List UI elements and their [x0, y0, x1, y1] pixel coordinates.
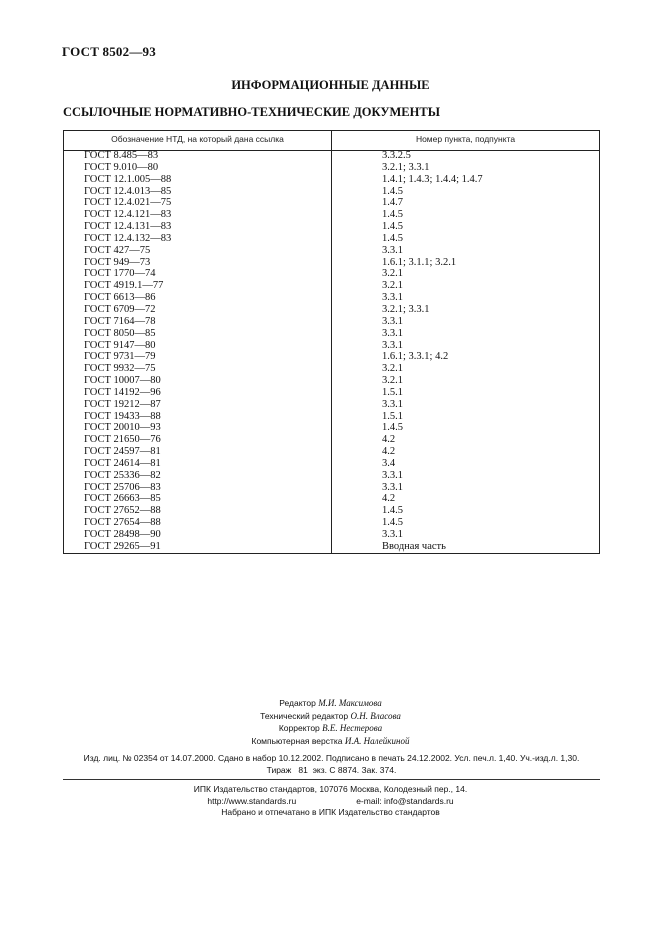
table-row	[64, 233, 599, 245]
ntd-designation-cell: ГОСТ 9932—75	[84, 363, 156, 375]
table-row	[64, 245, 599, 257]
clause-number-cell: 3.3.1	[382, 292, 403, 304]
ntd-designation-cell: ГОСТ 9147—80	[84, 339, 156, 351]
ntd-designation-cell: ГОСТ 949—73	[84, 256, 151, 268]
publication-info	[63, 752, 600, 776]
ntd-designation-cell: ГОСТ 6709—72	[84, 303, 156, 315]
table-row	[64, 505, 599, 517]
table-row	[64, 209, 599, 221]
clause-number-cell: 3.2.1; 3.3.1	[382, 303, 430, 315]
ntd-designation-cell: ГОСТ 29265—91	[84, 540, 161, 552]
ntd-designation-cell: ГОСТ 27652—88	[84, 505, 161, 517]
clause-number-cell: 4.2	[382, 493, 396, 505]
clause-number-cell: 3.3.1	[382, 327, 403, 339]
clause-number-cell: 3.3.1	[382, 529, 403, 540]
table-row	[64, 186, 599, 198]
ntd-designation-cell: ГОСТ 8.485—83	[84, 150, 159, 161]
credits-block	[0, 697, 661, 747]
ntd-designation-cell: ГОСТ 25706—83	[84, 481, 161, 493]
clause-number-cell: 1.6.1; 3.1.1; 3.2.1	[382, 256, 457, 268]
clause-number-cell: 1.4.5	[382, 209, 403, 221]
table-row	[64, 434, 599, 446]
header-ntd-designation: Обозначение НТД, на который дана ссылка	[111, 134, 284, 144]
table-body	[64, 150, 599, 553]
reference-table	[63, 130, 600, 554]
ntd-designation-cell: ГОСТ 12.4.121—83	[84, 209, 172, 221]
table-row	[64, 529, 599, 541]
table-row	[64, 221, 599, 233]
footer-divider	[63, 779, 600, 780]
table-row	[64, 493, 599, 505]
clause-number-cell: 3.2.1	[382, 363, 403, 375]
table-row	[64, 411, 599, 423]
ntd-designation-cell: ГОСТ 4919.1—77	[84, 280, 164, 292]
clause-number-cell: 1.4.5	[382, 517, 403, 529]
ntd-designation-cell: ГОСТ 10007—80	[84, 375, 161, 387]
ntd-designation-cell: ГОСТ 28498—90	[84, 529, 161, 540]
ntd-designation-cell: ГОСТ 9.010—80	[84, 161, 159, 173]
document-code: ГОСТ 8502—93	[62, 44, 156, 59]
ntd-designation-cell: ГОСТ 1770—74	[84, 268, 156, 280]
publisher-website[interactable]: http://www.standards.ru	[207, 795, 297, 806]
clause-number-cell: 1.5.1	[382, 410, 403, 422]
table-row	[64, 458, 599, 470]
credit-corrector: Корректор В.Е. Нестерова	[278, 723, 383, 733]
clause-number-cell: 4.2	[382, 446, 396, 458]
publisher-contacts	[0, 796, 661, 808]
table-row	[64, 328, 599, 340]
table-row	[64, 517, 599, 529]
clause-number-cell: 3.3.1	[382, 469, 403, 481]
publisher-email[interactable]: e-mail: info@standards.ru	[356, 795, 454, 806]
table-row	[64, 541, 599, 553]
clause-number-cell: 1.4.5	[382, 505, 403, 517]
ntd-designation-cell: ГОСТ 25336—82	[84, 469, 161, 481]
ntd-designation-cell: ГОСТ 427—75	[84, 244, 151, 256]
table-row	[64, 257, 599, 269]
ntd-designation-cell: ГОСТ 21650—76	[84, 434, 161, 446]
table-row	[64, 292, 599, 304]
ntd-designation-cell: ГОСТ 19433—88	[84, 410, 161, 422]
clause-number-cell: 3.3.1	[382, 339, 403, 351]
clause-number-cell: 1.4.5	[382, 185, 403, 197]
credit-layout: Компьютерная верстка И.А. Налейкиной	[251, 735, 410, 746]
header-clause-number: Номер пункта, подпункта	[415, 134, 516, 144]
table-row	[64, 197, 599, 209]
publication-line-1: Изд. лиц. № 02354 от 14.07.2000. Сдано в набор 10.12.2002. Подписано в печать 24.12.2002. Усл. печ.л. 1,40. Уч.-изд.л. 1,30.	[83, 753, 580, 763]
clause-number-cell: 3.3.1	[382, 398, 403, 410]
clause-number-cell: 1.4.5	[382, 422, 403, 434]
table-row	[64, 268, 599, 280]
table-row	[64, 150, 599, 162]
publisher-printing-note: Набрано и отпечатано в ИПК Издательство стандартов	[221, 807, 440, 817]
table-row	[64, 470, 599, 482]
table-row	[64, 375, 599, 387]
ntd-designation-cell: ГОСТ 12.4.131—83	[84, 221, 172, 233]
clause-number-cell: Вводная часть	[382, 540, 446, 552]
clause-number-cell: 4.2	[382, 434, 396, 446]
clause-number-cell: 3.2.1	[382, 268, 403, 280]
clause-number-cell: 3.2.1	[382, 375, 403, 387]
ntd-designation-cell: ГОСТ 6613—86	[84, 292, 156, 304]
table-row	[64, 340, 599, 352]
table-row	[64, 316, 599, 328]
section-title: ИНФОРМАЦИОННЫЕ ДАННЫЕ	[231, 78, 430, 92]
ntd-designation-cell: ГОСТ 26663—85	[84, 493, 161, 505]
ntd-designation-cell: ГОСТ 14192—96	[84, 386, 161, 398]
clause-number-cell: 3.2.1; 3.3.1	[382, 161, 430, 173]
clause-number-cell: 1.6.1; 3.3.1; 4.2	[382, 351, 449, 363]
ntd-designation-cell: ГОСТ 8050—85	[84, 327, 156, 339]
ntd-designation-cell: ГОСТ 24597—81	[84, 446, 161, 458]
ntd-designation-cell: ГОСТ 7164—78	[84, 315, 156, 327]
ntd-designation-cell: ГОСТ 19212—87	[84, 398, 161, 410]
ntd-designation-cell: ГОСТ 12.1.005—88	[84, 173, 172, 185]
ntd-designation-cell: ГОСТ 27654—88	[84, 517, 161, 529]
publisher-footer	[0, 784, 661, 819]
table-row	[64, 422, 599, 434]
ntd-designation-cell: ГОСТ 12.4.021—75	[84, 197, 172, 209]
publication-line-2: Тираж 81 экз. С 8874. Зак. 374.	[266, 765, 397, 775]
table-row	[64, 399, 599, 411]
ntd-designation-cell: ГОСТ 9731—79	[84, 351, 156, 363]
table-row	[64, 387, 599, 399]
section-subtitle: ССЫЛОЧНЫЕ НОРМАТИВНО-ТЕХНИЧЕСКИЕ ДОКУМЕНТЫ	[63, 105, 440, 119]
clause-number-cell: 3.3.2.5	[382, 150, 411, 161]
table-row	[64, 162, 599, 174]
clause-number-cell: 3.3.1	[382, 244, 403, 256]
clause-number-cell: 3.4	[382, 457, 396, 469]
publisher-address: ИПК Издательство стандартов, 107076 Москва, Колодезный пер., 14.	[193, 784, 468, 794]
table-row	[64, 280, 599, 292]
clause-number-cell: 3.3.1	[382, 481, 403, 493]
table-row	[64, 304, 599, 316]
table-row	[64, 363, 599, 375]
table-row	[64, 174, 599, 186]
clause-number-cell: 3.3.1	[382, 315, 403, 327]
table-row	[64, 482, 599, 494]
table-row	[64, 351, 599, 363]
ntd-designation-cell: ГОСТ 12.4.132—83	[84, 232, 172, 244]
clause-number-cell: 3.2.1	[382, 280, 403, 292]
credit-tech-editor: Технический редактор О.Н. Власова	[260, 710, 401, 721]
clause-number-cell: 1.4.1; 1.4.3; 1.4.4; 1.4.7	[382, 173, 483, 185]
ntd-designation-cell: ГОСТ 20010—93	[84, 422, 161, 434]
clause-number-cell: 1.4.5	[382, 221, 403, 233]
clause-number-cell: 1.4.5	[382, 232, 403, 244]
clause-number-cell: 1.4.7	[382, 197, 403, 209]
ntd-designation-cell: ГОСТ 12.4.013—85	[84, 185, 172, 197]
table-row	[64, 446, 599, 458]
ntd-designation-cell: ГОСТ 24614—81	[84, 457, 161, 469]
clause-number-cell: 1.5.1	[382, 386, 403, 398]
credit-editor: Редактор М.И. Максимова	[279, 698, 382, 708]
